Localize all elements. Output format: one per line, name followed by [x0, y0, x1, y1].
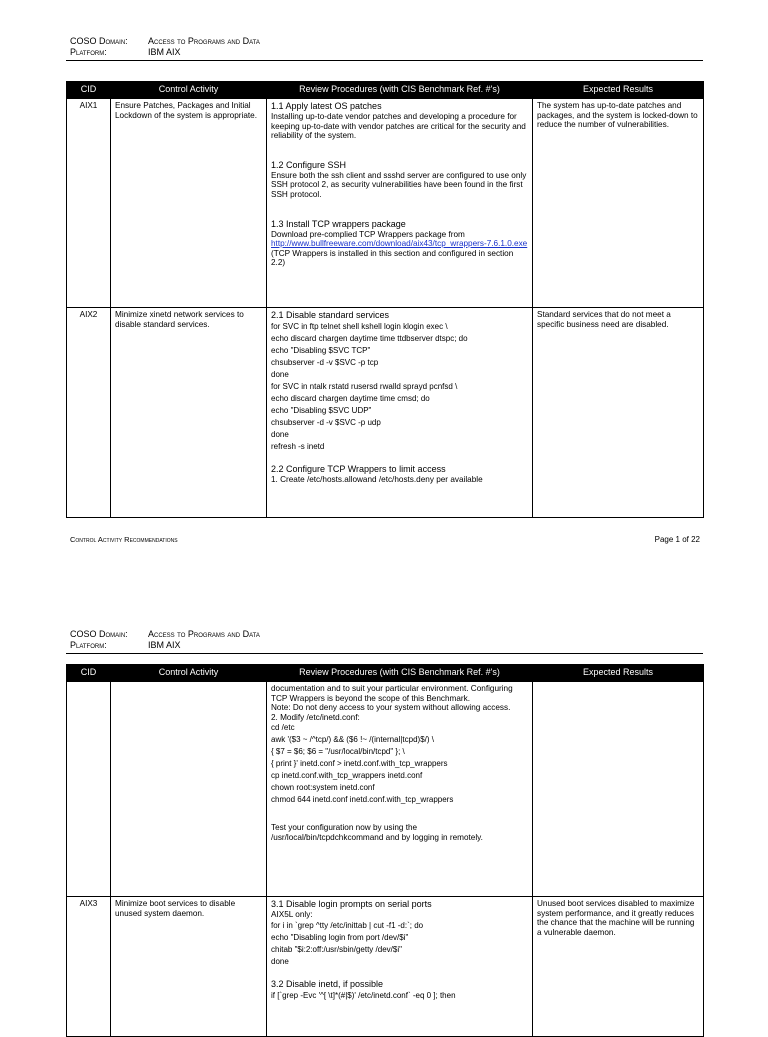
page-header: [70, 629, 260, 651]
col-header-procedures: Review Procedures (with CIS Benchmark Ref. #'s): [267, 82, 533, 99]
code-line: for i in `grep ^tty /etc/inittab | cut -f1 -d:`; do: [271, 920, 424, 930]
procedure-text: documentation and to suit your particular environment. Configuring TCP Wrappers is beyond the scope of this Benchmark.: [271, 684, 513, 703]
procedures-cell: [267, 897, 533, 1037]
code-line: chown root:system inetd.conf: [271, 783, 375, 793]
result-cell: Unused boot services disabled to maximize system performance, and it greatly reduces the chance that the machine will be running a vulnerable daemon.: [533, 897, 704, 1037]
platform-label: Platform:: [70, 47, 107, 57]
activity-cell: Minimize boot services to disable unused system daemon.: [111, 897, 267, 1037]
platform-value: IBM AIX: [148, 47, 181, 57]
procedure-note: Note: Do not deny access to your system without allowing access.: [271, 703, 511, 713]
procedure-title: 1.3 Install TCP wrappers package: [271, 218, 406, 229]
table-header-row: [67, 82, 704, 99]
cid-cell: AIX1: [67, 99, 111, 308]
domain-label: COSO Domain:: [70, 36, 128, 46]
procedure-title: 3.1 Disable login prompts on serial ports: [271, 899, 432, 909]
procedure-text: Download pre-complied TCP Wrappers package from: [271, 229, 465, 239]
platform-label: Platform:: [70, 640, 107, 650]
control-table: [66, 664, 704, 1037]
code-line: done: [271, 956, 289, 966]
code-block: [271, 321, 528, 453]
table-row: [67, 308, 704, 518]
procedure-text: Installing up-to-date vendor patches and developing a procedure for keeping up-to-date with vendor patches are critical for the security and reliability of the system.: [271, 112, 526, 141]
platform-value: IBM AIX: [148, 640, 181, 650]
activity-cell: Ensure Patches, Packages and Initial Lockdown of the system is appropriate.: [111, 99, 267, 308]
result-cell: [533, 682, 704, 897]
code-line: done: [271, 370, 289, 379]
page-number: Page 1 of 22: [654, 535, 700, 544]
code-line: for SVC in ntalk rstatd rusersd rwalld sprayd pcnfsd \: [271, 382, 458, 391]
code-line: if [`grep -Evc '^[ \t]*(#|$)' /etc/inetd.conf` -eq 0 ]; then: [271, 990, 456, 1000]
code-line: for SVC in ftp telnet shell kshell login klogin exec \: [271, 322, 448, 331]
code-line: chsubserver -d -v $SVC -p udp: [271, 418, 381, 427]
procedures-cell: [267, 308, 533, 518]
procedure-text: Test your configuration now by using the /usr/local/bin/tcpdchkcommand and by logging in remotely.: [271, 823, 483, 842]
table-row: [67, 897, 704, 1037]
table-header-row: [67, 665, 704, 682]
cid-cell: AIX2: [67, 308, 111, 518]
col-header-cid: CID: [67, 665, 111, 682]
activity-cell: Minimize xinetd network services to disable standard services.: [111, 308, 267, 518]
code-line: { print }' inetd.conf > inetd.conf.with_tcp_wrappers: [271, 759, 448, 769]
page-footer: [70, 535, 700, 544]
procedure-title: 3.2 Disable inetd, if possible: [271, 978, 384, 989]
procedure-title: 1.1 Apply latest OS patches: [271, 101, 382, 111]
header-rule: [66, 60, 703, 61]
domain-value: Access to Programs and Data: [148, 629, 260, 639]
code-line: chsubserver -d -v $SVC -p tcp: [271, 358, 379, 367]
col-header-cid: CID: [67, 82, 111, 99]
code-block: [271, 920, 528, 968]
code-line: echo "Disabling $SVC UDP": [271, 406, 372, 415]
header-rule: [66, 653, 703, 654]
procedure-title: 2.2 Configure TCP Wrappers to limit access: [271, 464, 446, 474]
result-cell: The system has up-to-date patches and packages, and the system is locked-down to reduce the number of vulnerabilities.: [533, 99, 704, 308]
cid-cell: AIX3: [67, 897, 111, 1037]
procedure-title: 1.2 Configure SSH: [271, 159, 347, 170]
procedure-text: AIX5L only:: [271, 910, 313, 919]
procedures-cell: [267, 682, 533, 897]
code-line: refresh -s inetd: [271, 442, 325, 451]
page-header: [70, 36, 260, 58]
procedure-note: (TCP Wrappers is installed in this section and configured in section 2.2): [271, 248, 514, 268]
code-line: { $7 = $6; $6 = "/usr/local/bin/tcpd" }; \: [271, 747, 405, 757]
procedure-title: 2.1 Disable standard services: [271, 310, 390, 320]
table-row: [67, 99, 704, 308]
col-header-procedures: Review Procedures (with CIS Benchmark Ref. #'s): [267, 665, 533, 682]
col-header-results: Expected Results: [533, 82, 704, 99]
domain-label: COSO Domain:: [70, 629, 128, 639]
procedure-text: 1. Create /etc/hosts.allowand /etc/hosts.deny per available: [271, 475, 483, 484]
control-table: [66, 81, 704, 518]
code-line: echo "Disabling $SVC TCP": [271, 346, 371, 355]
activity-cell: [111, 682, 267, 897]
result-cell: Standard services that do not meet a specific business need are disabled.: [533, 308, 704, 518]
code-line: echo "Disabling login from port /dev/$i": [271, 932, 409, 942]
code-line: echo discard chargen daytime time ttdbserver dtspc; do: [271, 334, 468, 343]
footer-title: Control Activity Recommendations: [70, 535, 178, 544]
col-header-activity: Control Activity: [111, 82, 267, 99]
code-line: cp inetd.conf.with_tcp_wrappers inetd.conf: [271, 771, 423, 781]
code-line: done: [271, 430, 289, 439]
code-block: [271, 722, 528, 806]
download-link[interactable]: http://www.bullfreeware.com/download/aix43/tcp_wrappers-7.6.1.0.exe: [271, 239, 528, 249]
code-line: chitab "$i:2:off:/usr/sbin/getty /dev/$i": [271, 944, 402, 954]
procedure-text: 2. Modify /etc/inetd.conf:: [271, 712, 360, 722]
procedures-cell: [267, 99, 533, 308]
code-line: awk '($3 ~ /^tcp/) && ($6 !~ /(internal|tcpd)$/) \: [271, 735, 434, 745]
domain-value: Access to Programs and Data: [148, 36, 260, 46]
code-line: echo discard chargen daytime time cmsd; do: [271, 394, 430, 403]
col-header-results: Expected Results: [533, 665, 704, 682]
col-header-activity: Control Activity: [111, 665, 267, 682]
code-line: chmod 644 inetd.conf inetd.conf.with_tcp_wrappers: [271, 795, 454, 805]
table-row: [67, 682, 704, 897]
cid-cell: [67, 682, 111, 897]
procedure-text: Ensure both the ssh client and ssshd server are configured to use only SSH protocol 2, as security vulnerabilities have been found in the first SSH protocol.: [271, 170, 527, 199]
code-line: cd /etc: [271, 723, 295, 733]
